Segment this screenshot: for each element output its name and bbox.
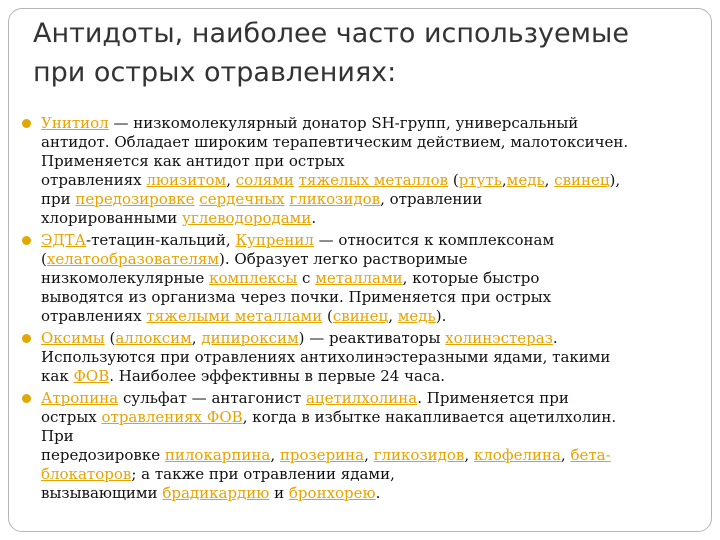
text-segment: ( [41,250,47,268]
text-segment: ; а также при отравлении ядами, [131,465,395,483]
term-link[interactable]: тяжелыми металлами [146,307,323,325]
text-segment: , [270,446,280,464]
term-link[interactable]: гликозидов [373,446,465,464]
text-line [41,269,712,288]
text-segment: , [191,329,202,347]
bullet-icon [22,394,31,403]
text-segment: ( [448,171,459,189]
text-segment: как [41,367,74,385]
text-segment: — относится к комплексонам [313,231,555,249]
text-segment: , которые быстро [402,269,540,287]
text-segment: сульфат — антагонист [118,389,306,407]
text-line [41,484,712,503]
text-segment: хлорированными [41,209,183,227]
text-segment: . [311,209,317,227]
text-line [41,307,712,326]
text-segment: , [226,171,236,189]
term-link[interactable]: люизитом [146,171,227,189]
text-segment: , [501,171,507,189]
text-line [41,389,712,408]
term-link[interactable]: медь [506,171,545,189]
term-link[interactable]: аллоксим [115,329,192,347]
list-item [22,389,712,503]
text-line [41,171,712,190]
term-link[interactable]: металлами [315,269,403,287]
term-link[interactable]: передозировке [75,190,195,208]
text-segment: , [388,307,398,325]
text-line [41,329,712,348]
text-segment: острых [41,408,102,426]
bullet-icon [22,119,31,128]
term-link[interactable]: Атропина [41,389,119,407]
term-link[interactable]: свинец [554,171,610,189]
text-segment: . Наиболее эффективны в первые 24 часа. [109,367,446,385]
term-link[interactable]: Оксимы [41,329,105,347]
text-line [41,446,712,465]
term-link[interactable]: бета- [570,446,611,464]
slide-title [33,14,693,92]
text-segment: . [552,329,558,347]
antidote-list [22,114,712,506]
text-segment: Применяется как антидот при острых [41,152,345,170]
term-link[interactable]: свинец [332,307,389,325]
text-segment: отравлениях [41,171,147,189]
text-segment: , [464,446,474,464]
text-segment: , [560,446,571,464]
term-link[interactable]: бронхорею [288,484,376,502]
term-link[interactable]: комплексы [209,269,298,287]
text-segment: и [269,484,289,502]
text-line [41,231,712,250]
title-line-2: при острых отравлениях: [33,57,397,88]
text-line [41,427,712,446]
text-segment: выводятся из организма через почки. Применяется при острых [41,288,552,306]
term-link[interactable]: углеводородами [182,209,312,227]
text-line [41,209,712,228]
text-segment: , [364,446,374,464]
text-segment: антидот. Обладает широким терапевтическим действием, малотоксичен. [41,133,629,151]
term-link[interactable]: ФОВ [73,367,110,385]
term-link[interactable]: хелатообразователям [46,250,220,268]
text-segment: , когда в избытке накапливается ацетилхолин. [242,408,617,426]
list-item [22,329,712,386]
text-segment: . Применяется при [417,389,569,407]
text-segment: отравлениях [41,307,147,325]
term-link[interactable]: сердечных [199,190,285,208]
term-link[interactable]: клофелина [473,446,561,464]
text-line [41,465,712,484]
text-segment: с [297,269,316,287]
bullet-icon [22,236,31,245]
term-link[interactable]: Унитиол [41,114,109,132]
term-link[interactable]: Купренил [235,231,314,249]
term-link[interactable]: гликозидов [289,190,381,208]
text-segment: ). Образует легко растворимые [219,250,468,268]
term-link[interactable]: ацетилхолина [305,389,418,407]
term-link[interactable]: тяжелых металлов [298,171,449,189]
term-link[interactable]: блокаторов [41,465,132,483]
term-link[interactable]: прозерина [279,446,365,464]
title-line-1: Антидоты, наиболее часто используемые [33,18,629,49]
text-segment: ). [435,307,447,325]
text-segment: ) — реактиваторы [298,329,446,347]
text-segment: -тетацин-кальций, [86,231,236,249]
text-segment: , отравлении [380,190,483,208]
text-segment: При [41,427,74,445]
term-link[interactable]: ЭДТА [41,231,87,249]
term-link[interactable]: ртуть [458,171,502,189]
text-line [41,133,712,152]
text-line [41,152,712,171]
term-link[interactable]: дипироксим [201,329,299,347]
text-line [41,250,712,269]
text-line [41,348,712,367]
list-item [22,114,712,228]
text-line [41,367,712,386]
text-line [41,114,712,133]
text-line [41,288,712,307]
text-segment: ( [104,329,116,347]
term-link[interactable]: холинэстераз [445,329,553,347]
text-line [41,190,712,209]
text-segment: низкомолекулярные [41,269,210,287]
text-segment: , [544,171,555,189]
text-segment: ( [322,307,333,325]
term-link[interactable]: брадикардию [162,484,270,502]
text-line [41,408,712,427]
text-segment: Используются при отравлениях антихолинэстеразными ядами, такими [41,348,611,366]
text-segment: — низкомолекулярный донатор SH-групп, универсальный [108,114,579,132]
list-item [22,231,712,326]
text-segment: вызывающими [41,484,163,502]
text-segment: при [41,190,76,208]
term-link[interactable]: пилокарпина [164,446,271,464]
bullet-icon [22,334,31,343]
term-link[interactable]: солями [235,171,294,189]
term-link[interactable]: отравлениях ФОВ [101,408,243,426]
term-link[interactable]: медь [397,307,436,325]
text-segment: передозировке [41,446,165,464]
text-segment: . [375,484,381,502]
text-segment: ), [609,171,621,189]
